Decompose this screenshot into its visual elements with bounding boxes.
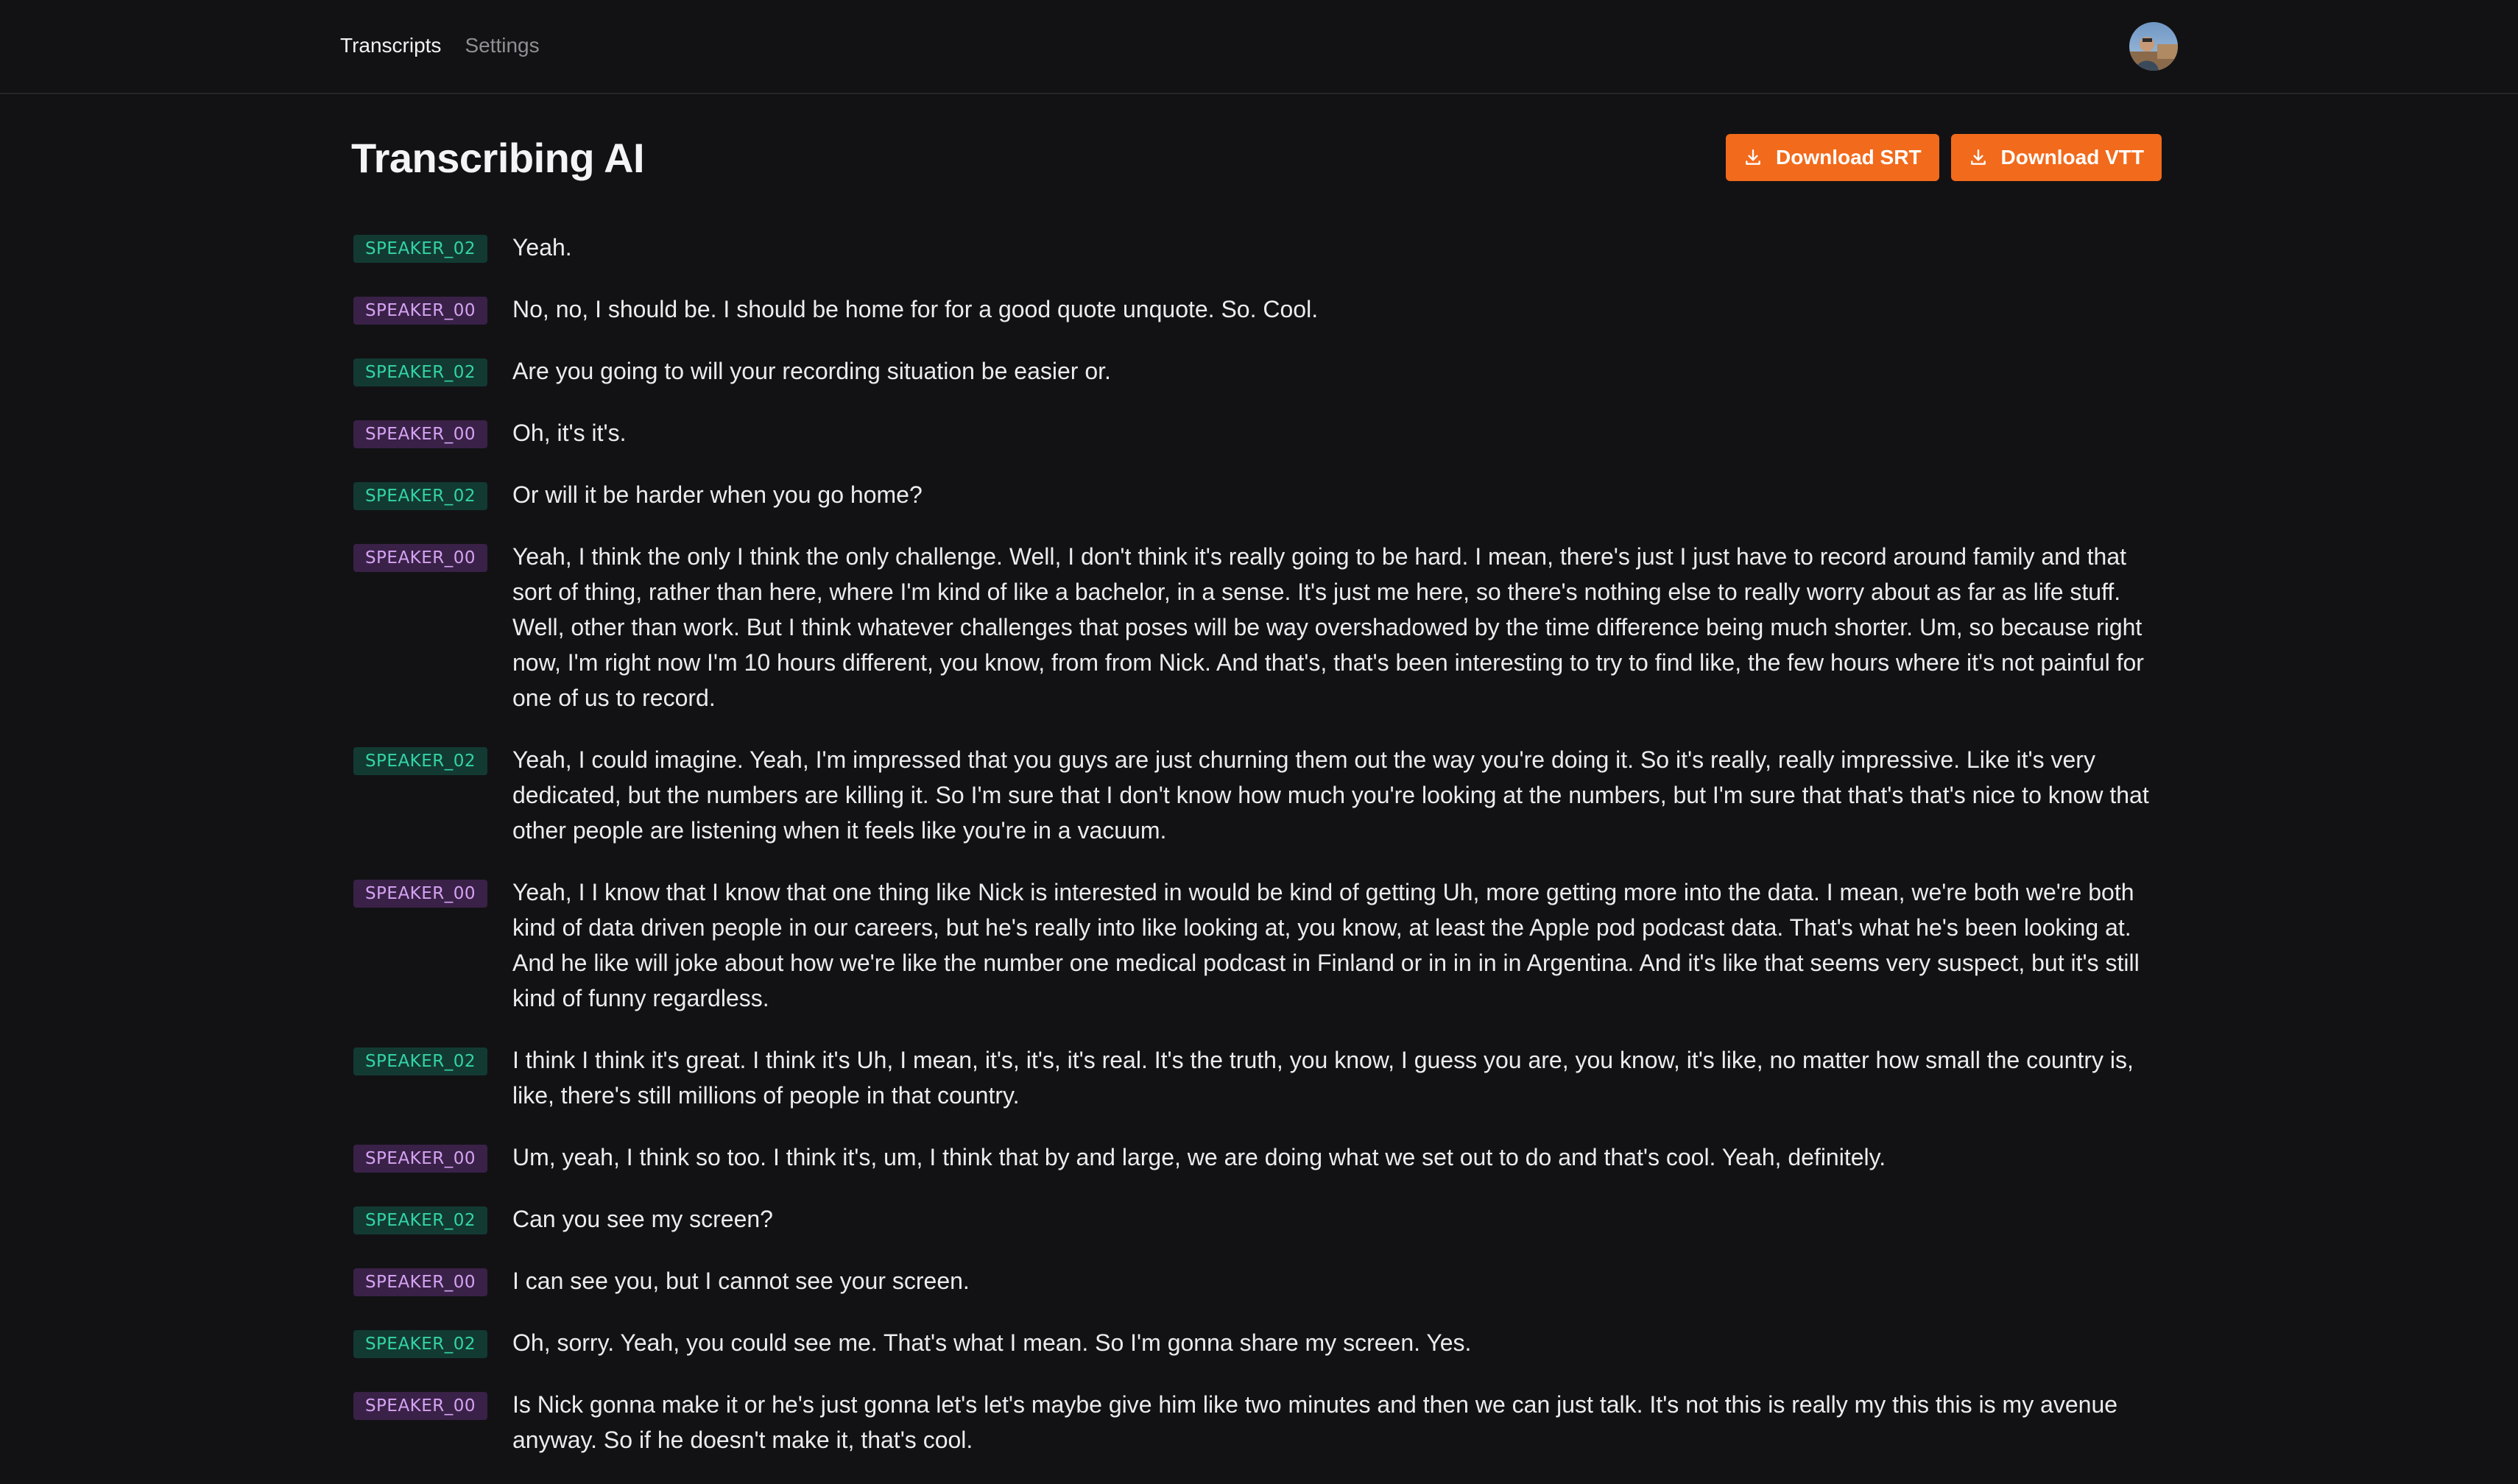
transcript-segment	[353, 353, 2166, 389]
transcript-segment	[353, 1325, 2166, 1360]
download-srt-label: Download SRT	[1776, 146, 1922, 169]
transcript-segment	[353, 742, 2166, 848]
avatar[interactable]	[2129, 22, 2178, 71]
speaker-badge: SPEAKER_00	[353, 1268, 487, 1296]
segment-text: Yeah.	[512, 234, 572, 261]
nav-item-settings[interactable]: Settings	[465, 34, 540, 57]
top-navigation-bar	[0, 0, 2518, 94]
segment-text: Yeah, I could imagine. Yeah, I'm impressed that you guys are just churning them out the way you're doing it. So it's really, really impressive. Like it's very dedicated, but the numbers are killing it. So I'm sure that I don't know how much you're looking at the numbers, but I'm sure that that's that's nice to know that other people are listening when it feels like you're in a vacuum.	[512, 746, 2149, 844]
transcript-list	[353, 230, 2166, 1484]
segment-text: Yeah, I think the only I think the only challenge. Well, I don't think it's really going to be hard. I mean, there's just I just have to record around family and that sort of thing, rather than here, where I'm kind of like a bachelor, in a sense. It's just me here, so there's nothing else to really worry about as far as life stuff. Well, other than work. But I think whatever challenges that poses will be way overshadowed by the time difference being much shorter. Um, so because right now, I'm right now I'm 10 hours different, you know, from from Nick. And that's, that's been interesting to try to find like, the few hours where it's not painful for one of us to record.	[512, 543, 2144, 711]
transcript-segment	[353, 539, 2166, 716]
speaker-badge: SPEAKER_02	[353, 482, 487, 510]
segment-text: Or will it be harder when you go home?	[512, 481, 923, 508]
transcript-segment	[353, 1201, 2166, 1237]
speaker-badge: SPEAKER_02	[353, 235, 487, 263]
speaker-badge: SPEAKER_02	[353, 747, 487, 775]
segment-text: Are you going to will your recording situation be easier or.	[512, 358, 1111, 384]
download-srt-button[interactable]	[1726, 134, 1939, 181]
main-nav	[340, 34, 540, 57]
segment-text: Um, yeah, I think so too. I think it's, um, I think that by and large, we are doing what we set out to do and that's cool. Yeah, definitely.	[512, 1144, 1886, 1170]
speaker-badge: SPEAKER_00	[353, 544, 487, 572]
transcript-segment	[353, 292, 2166, 327]
download-icon	[1743, 148, 1763, 167]
speaker-badge: SPEAKER_02	[353, 358, 487, 386]
speaker-badge: SPEAKER_02	[353, 1330, 487, 1358]
segment-text: Can you see my screen?	[512, 1206, 773, 1232]
transcript-segment	[353, 230, 2166, 265]
speaker-badge: SPEAKER_00	[353, 880, 487, 908]
transcript-segment	[353, 1140, 2166, 1175]
nav-item-transcripts[interactable]: Transcripts	[340, 34, 442, 57]
speaker-badge: SPEAKER_00	[353, 420, 487, 448]
speaker-badge: SPEAKER_02	[353, 1206, 487, 1234]
transcript-segment	[353, 1387, 2166, 1458]
download-vtt-button[interactable]	[1951, 134, 2162, 181]
speaker-badge: SPEAKER_00	[353, 1145, 487, 1173]
transcript-segment	[353, 415, 2166, 451]
transcript-segment	[353, 1042, 2166, 1113]
speaker-badge: SPEAKER_02	[353, 1047, 487, 1075]
download-actions	[1726, 134, 2162, 181]
transcript-segment	[353, 875, 2166, 1016]
speaker-badge: SPEAKER_00	[353, 297, 487, 325]
segment-text: I can see you, but I cannot see your screen.	[512, 1268, 970, 1294]
speaker-badge: SPEAKER_00	[353, 1392, 487, 1420]
segment-text: No, no, I should be. I should be home for for a good quote unquote. So. Cool.	[512, 296, 1319, 322]
segment-text: Is Nick gonna make it or he's just gonna let's let's maybe give him like two minutes and then we can just talk. It's not this is really my this this is my avenue anyway. So if he doesn't make it, that's cool.	[512, 1391, 2118, 1453]
segment-text: Yeah, I I know that I know that one thing like Nick is interested in would be kind of getting Uh, more getting more into the data. I mean, we're both we're both kind of data driven people in our careers, but he's really into like looking at, you know, at least the Apple pod podcast data. That's what he's been looking at. And he like will joke about how we're like the number one medical podcast in Finland or in in in in Argentina. And it's like that seems very suspect, but it's still kind of funny regardless.	[512, 879, 2140, 1011]
page-title: Transcribing AI	[351, 135, 645, 181]
avatar-image	[2129, 22, 2178, 71]
download-icon	[1969, 148, 1988, 167]
segment-text: Oh, it's it's.	[512, 420, 627, 446]
download-vtt-label: Download VTT	[2000, 146, 2144, 169]
transcript-segment	[353, 477, 2166, 512]
segment-text: Oh, sorry. Yeah, you could see me. That's what I mean. So I'm gonna share my screen. Yes.	[512, 1329, 1472, 1356]
segment-text: I think I think it's great. I think it's Uh, I mean, it's, it's, it's real. It's the truth, you know, I guess you are, you know, it's like, no matter how small the country is, like, there's still millions of people in that country.	[512, 1047, 2134, 1109]
transcript-segment	[353, 1263, 2166, 1298]
